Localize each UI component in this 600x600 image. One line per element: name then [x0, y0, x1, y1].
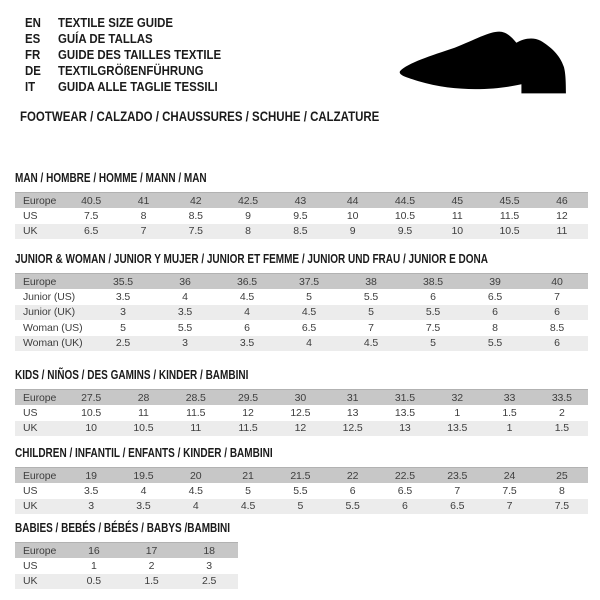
row-label: Junior (US): [15, 289, 92, 305]
size-cell: 2: [123, 558, 181, 574]
legend-row-en: [25, 15, 600, 31]
size-cell: 6.5: [65, 224, 117, 240]
size-cell: 12: [222, 405, 274, 421]
size-cell: 25: [536, 468, 588, 484]
size-cell: 19.5: [117, 468, 169, 484]
size-cell: 33: [483, 390, 535, 406]
table-row: [15, 558, 238, 574]
size-cell: 3.5: [117, 499, 169, 515]
size-cell: 11: [170, 421, 222, 437]
table-row: [15, 224, 588, 240]
size-cell: 4.5: [340, 336, 402, 352]
size-cell: 3.5: [65, 483, 117, 499]
size-cell: 8: [222, 224, 274, 240]
size-cell: 12.5: [326, 421, 378, 437]
row-label: US: [15, 558, 65, 574]
size-cell: 2: [536, 405, 588, 421]
man-size-table: [15, 192, 588, 239]
babies-size-table: [15, 542, 238, 589]
size-cell: 6: [379, 499, 431, 515]
guide-title-it: GUIDA ALLE TAGLIE TESSILI: [58, 79, 218, 94]
size-cell: 9.5: [274, 208, 326, 224]
size-cell: 7: [431, 483, 483, 499]
section-man: [15, 172, 588, 239]
row-label: UK: [15, 224, 65, 240]
size-cell: 8: [464, 320, 526, 336]
size-cell: 3: [92, 305, 154, 321]
size-cell: 44.5: [379, 193, 431, 209]
size-cell: 46: [536, 193, 588, 209]
size-cell: 7: [483, 499, 535, 515]
row-label: Europe: [15, 543, 65, 559]
size-cell: 3: [65, 499, 117, 515]
size-tables: [15, 172, 588, 589]
row-label: US: [15, 405, 65, 421]
size-cell: 4.5: [170, 483, 222, 499]
size-cell: 32: [431, 390, 483, 406]
size-cell: 9: [222, 208, 274, 224]
size-cell: 7: [117, 224, 169, 240]
size-cell: 42.5: [222, 193, 274, 209]
size-cell: 7.5: [402, 320, 464, 336]
size-cell: 29.5: [222, 390, 274, 406]
language-code: DE: [25, 63, 41, 78]
size-cell: 10.5: [65, 405, 117, 421]
table-row: [15, 274, 588, 290]
table-row: [15, 193, 588, 209]
size-cell: 24: [483, 468, 535, 484]
size-cell: 7.5: [536, 499, 588, 515]
size-cell: 8: [117, 208, 169, 224]
size-cell: 6.5: [379, 483, 431, 499]
size-cell: 16: [65, 543, 123, 559]
size-cell: 5: [222, 483, 274, 499]
section-junior-woman: [15, 253, 588, 351]
size-cell: 4: [154, 289, 216, 305]
size-cell: 39: [464, 274, 526, 290]
size-cell: 2.5: [92, 336, 154, 352]
size-cell: 3.5: [154, 305, 216, 321]
size-cell: 11.5: [170, 405, 222, 421]
size-cell: 5.5: [464, 336, 526, 352]
size-cell: 38.5: [402, 274, 464, 290]
size-cell: 5: [274, 499, 326, 515]
size-cell: 8: [536, 483, 588, 499]
size-cell: 19: [65, 468, 117, 484]
size-cell: 5.5: [340, 289, 402, 305]
size-cell: 4: [278, 336, 340, 352]
size-cell: 36.5: [216, 274, 278, 290]
size-cell: 11: [431, 208, 483, 224]
size-cell: 1.5: [483, 405, 535, 421]
table-title-babies: BABIES / BEBÉS / BÉBÉS / BABYS /BAMBINI: [15, 521, 231, 535]
size-cell: 45: [431, 193, 483, 209]
size-cell: 33.5: [536, 390, 588, 406]
size-cell: 2.5: [180, 574, 238, 590]
size-cell: 42: [170, 193, 222, 209]
table-row: [15, 421, 588, 437]
junior-woman-size-table: [15, 273, 588, 351]
row-label: Europe: [15, 468, 65, 484]
size-cell: 11.5: [483, 208, 535, 224]
size-cell: 13.5: [431, 421, 483, 437]
size-cell: 10.5: [379, 208, 431, 224]
size-cell: 23.5: [431, 468, 483, 484]
size-cell: 3.5: [216, 336, 278, 352]
size-cell: 11: [117, 405, 169, 421]
size-cell: 8.5: [170, 208, 222, 224]
row-label: Woman (US): [15, 320, 92, 336]
table-row: [15, 483, 588, 499]
size-cell: 31.5: [379, 390, 431, 406]
size-cell: 4: [216, 305, 278, 321]
size-cell: 1: [431, 405, 483, 421]
size-cell: 40: [526, 274, 588, 290]
size-cell: 7: [526, 289, 588, 305]
size-cell: 4.5: [278, 305, 340, 321]
row-label: Europe: [15, 274, 92, 290]
section-children: [15, 447, 588, 514]
size-cell: 1: [483, 421, 535, 437]
size-cell: 8.5: [274, 224, 326, 240]
size-cell: 1: [65, 558, 123, 574]
row-label: Europe: [15, 193, 65, 209]
size-cell: 6: [526, 336, 588, 352]
table-title-junior-woman: JUNIOR & WOMAN / JUNIOR Y MUJER / JUNIOR ET FEMME / JUNIOR UND FRAU / JUNIOR E DONA: [15, 252, 489, 266]
size-cell: 0.5: [65, 574, 123, 590]
size-cell: 6: [402, 289, 464, 305]
size-cell: 10: [431, 224, 483, 240]
row-label: Europe: [15, 390, 65, 406]
size-cell: 12: [536, 208, 588, 224]
size-cell: 6: [216, 320, 278, 336]
size-cell: 4.5: [216, 289, 278, 305]
size-cell: 3: [180, 558, 238, 574]
section-kids: [15, 369, 588, 436]
table-row: [15, 390, 588, 406]
size-cell: 9: [326, 224, 378, 240]
size-cell: 5.5: [402, 305, 464, 321]
table-row: [15, 543, 238, 559]
size-cell: 5: [402, 336, 464, 352]
size-cell: 5.5: [154, 320, 216, 336]
size-cell: 5: [340, 305, 402, 321]
size-cell: 9.5: [379, 224, 431, 240]
size-cell: 11: [536, 224, 588, 240]
row-label: Junior (UK): [15, 305, 92, 321]
size-cell: 13.5: [379, 405, 431, 421]
table-row: [15, 305, 588, 321]
size-cell: 37.5: [278, 274, 340, 290]
table-title-man: MAN / HOMBRE / HOMME / MANN / MAN: [15, 171, 207, 185]
size-cell: 31: [326, 390, 378, 406]
size-cell: 4: [117, 483, 169, 499]
size-cell: 5.5: [274, 483, 326, 499]
size-cell: 10.5: [483, 224, 535, 240]
size-cell: 18: [180, 543, 238, 559]
children-size-table: [15, 467, 588, 514]
row-label: US: [15, 208, 65, 224]
size-cell: 44: [326, 193, 378, 209]
size-cell: 6: [464, 305, 526, 321]
shoe-icon: [398, 30, 572, 100]
table-title-kids: KIDS / NIÑOS / DES GAMINS / KINDER / BAMBINI: [15, 368, 249, 382]
size-cell: 7.5: [65, 208, 117, 224]
guide-title-en: TEXTILE SIZE GUIDE: [58, 15, 174, 30]
size-cell: 6.5: [278, 320, 340, 336]
size-cell: 27.5: [65, 390, 117, 406]
kids-size-table: [15, 389, 588, 436]
size-cell: 7.5: [170, 224, 222, 240]
size-cell: 3.5: [92, 289, 154, 305]
size-cell: 6.5: [464, 289, 526, 305]
size-cell: 45.5: [483, 193, 535, 209]
size-cell: 3: [154, 336, 216, 352]
language-code: ES: [25, 31, 41, 46]
guide-title-fr: GUIDE DES TAILLES TEXTILE: [58, 47, 222, 62]
size-cell: 10.5: [117, 421, 169, 437]
size-cell: 38: [340, 274, 402, 290]
row-label: Woman (UK): [15, 336, 92, 352]
size-cell: 11.5: [222, 421, 274, 437]
size-cell: 28.5: [170, 390, 222, 406]
table-row: [15, 208, 588, 224]
table-row: [15, 320, 588, 336]
language-code: FR: [25, 47, 41, 62]
language-code: IT: [25, 79, 36, 94]
table-row: [15, 468, 588, 484]
size-cell: 13: [326, 405, 378, 421]
size-cell: 41: [117, 193, 169, 209]
size-cell: 1.5: [123, 574, 181, 590]
size-cell: 4: [170, 499, 222, 515]
row-label: UK: [15, 574, 65, 590]
size-cell: 12.5: [274, 405, 326, 421]
table-title-children: CHILDREN / INFANTIL / ENFANTS / KINDER / BAMBINI: [15, 446, 273, 460]
size-cell: 8.5: [526, 320, 588, 336]
size-cell: 10: [326, 208, 378, 224]
size-cell: 5: [278, 289, 340, 305]
guide-title-de: TEXTILGRÖßENFÜHRUNG: [58, 63, 204, 78]
size-cell: 6: [526, 305, 588, 321]
row-label: UK: [15, 421, 65, 437]
size-cell: 4.5: [222, 499, 274, 515]
section-babies: [15, 522, 588, 589]
size-cell: 21: [222, 468, 274, 484]
size-cell: 12: [274, 421, 326, 437]
row-label: US: [15, 483, 65, 499]
size-cell: 43: [274, 193, 326, 209]
size-cell: 28: [117, 390, 169, 406]
size-cell: 5.5: [326, 499, 378, 515]
category-heading: FOOTWEAR / CALZADO / CHAUSSURES / SCHUHE / CALZATURE: [20, 109, 380, 124]
size-cell: 30: [274, 390, 326, 406]
size-cell: 22.5: [379, 468, 431, 484]
size-cell: 1.5: [536, 421, 588, 437]
size-cell: 35.5: [92, 274, 154, 290]
size-cell: 7: [340, 320, 402, 336]
size-cell: 6: [326, 483, 378, 499]
size-cell: 20: [170, 468, 222, 484]
size-cell: 40.5: [65, 193, 117, 209]
size-cell: 6.5: [431, 499, 483, 515]
size-cell: 13: [379, 421, 431, 437]
table-row: [15, 405, 588, 421]
table-row: [15, 574, 238, 590]
row-label: UK: [15, 499, 65, 515]
size-cell: 21.5: [274, 468, 326, 484]
size-cell: 22: [326, 468, 378, 484]
size-cell: 10: [65, 421, 117, 437]
guide-title-es: GUÍA DE TALLAS: [58, 31, 153, 46]
size-cell: 36: [154, 274, 216, 290]
size-cell: 17: [123, 543, 181, 559]
table-row: [15, 289, 588, 305]
table-row: [15, 499, 588, 515]
size-cell: 7.5: [483, 483, 535, 499]
table-row: [15, 336, 588, 352]
size-cell: 5: [92, 320, 154, 336]
language-code: EN: [25, 15, 41, 30]
